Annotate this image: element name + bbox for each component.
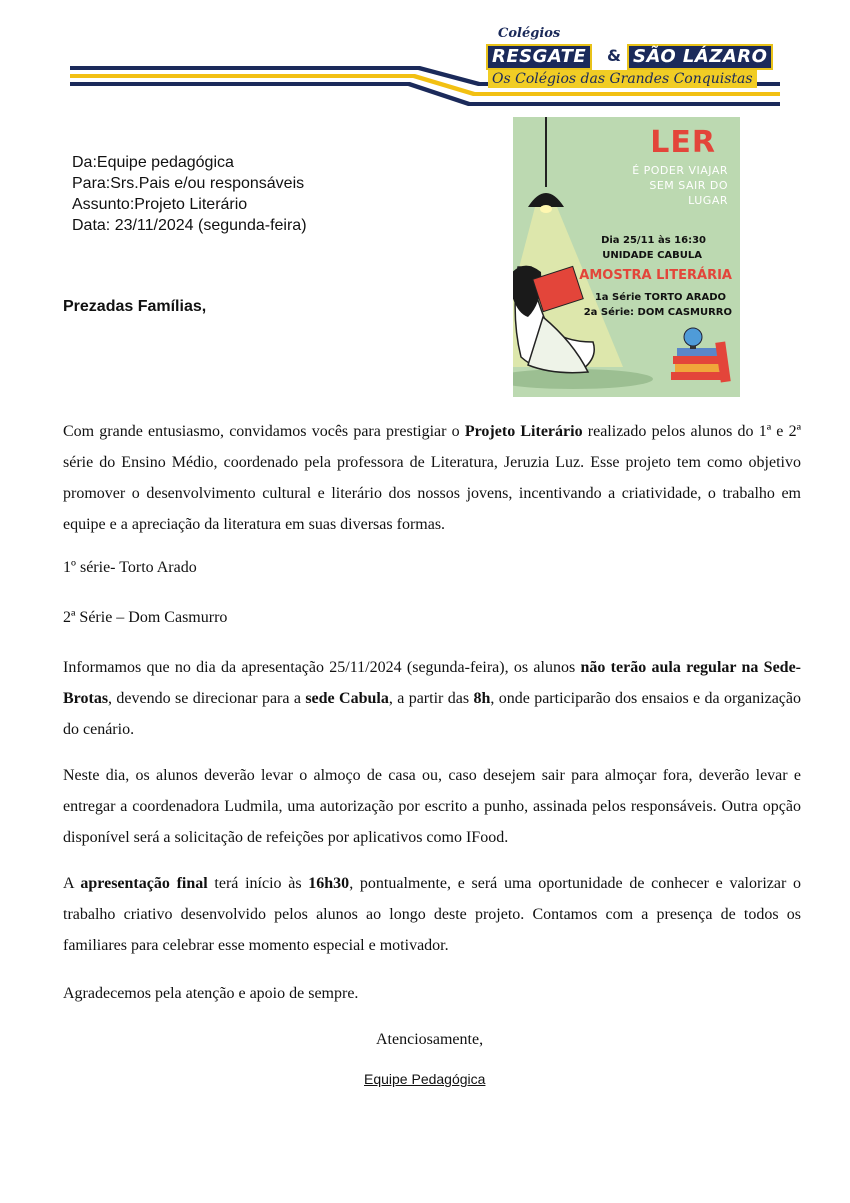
paragraph-schedule — [63, 652, 801, 745]
p2-text-b: , devendo se direcionar para a — [108, 690, 306, 707]
paragraph-lunch: Neste dia, os alunos deverão levar o almoço de casa ou, caso desejem sair para almoçar fora, deverão levar e entregar a coordenadora Ludmila, uma autorização por escrito a punho, assinada pelos responsáveis. Outra opção disponível será a solicitação de refeições por aplicativos como IFood. — [63, 767, 801, 846]
poster-subtitle: É PODER VIAJAR SEM SAIR DO LUGAR — [632, 164, 728, 207]
subject-line: Assunto:Projeto Literário — [72, 196, 248, 213]
paragraph-presentation — [63, 868, 801, 961]
p4-time: 16h30 — [308, 875, 350, 892]
logo-tagline: Os Colégios das Grandes Conquistas — [488, 70, 757, 88]
logo-ampersand: & — [607, 46, 621, 65]
poster-title: LER — [650, 125, 716, 160]
p1-text-a: Com grande entusiasmo, convidamos vocês para prestigiar o — [63, 423, 465, 440]
p2-text-a: Informamos que no dia da apresentação 25/11/2024 (segunda-feira), os alunos — [63, 659, 581, 676]
logo-resgate: RESGATE — [486, 44, 592, 70]
p4-text-c: , pontualmente, e será uma oportunidade de conhecer e valorizar o trabalho criativo desenvolvido pelos alunos ao longo deste projeto. Contamos com a presença de todos os familiares para celebrar esse momento especial e motivador. — [63, 875, 801, 954]
event-poster — [513, 117, 740, 397]
p2-text-c: , a partir das — [388, 690, 474, 707]
date-line: Data: 23/11/2024 (segunda-feira) — [72, 217, 307, 234]
series-1-line: 1º série- Torto Arado — [63, 559, 197, 576]
poster-series-1: 1a Série TORTO ARADO — [594, 292, 726, 303]
paragraph-thanks: Agradecemos pela atenção e apoio de sempre. — [63, 985, 359, 1002]
closing: Atenciosamente, — [376, 1031, 484, 1048]
p2-text-d: , onde participarão dos ensaios e da organização do cenário. — [63, 690, 802, 738]
p4-final-presentation: apresentação final — [80, 875, 208, 892]
poster-event-name: AMOSTRA LITERÁRIA — [579, 268, 732, 283]
poster-series-2: 2a Série: DOM CASMURRO — [583, 307, 732, 318]
letter-header-info — [72, 152, 307, 236]
p2-sede: sede Cabula — [305, 690, 389, 707]
to-line: Para:Srs.Pais e/ou responsáveis — [72, 175, 305, 192]
p1-project-name: Projeto Literário — [464, 423, 583, 440]
greeting: Prezadas Famílias, — [63, 298, 207, 315]
logo-sao-lazaro: SÃO LÁZARO — [627, 44, 773, 70]
p2-no-class: não terão aula regular na Sede-Brotas — [63, 659, 802, 707]
poster-unit: UNIDADE CABULA — [602, 250, 702, 261]
logo-colegios: Colégios — [498, 26, 561, 41]
p2-time: 8h — [473, 690, 491, 707]
paragraph-intro — [63, 416, 801, 540]
series-2-line: 2ª Série – Dom Casmurro — [63, 609, 228, 626]
from-line: Da:Equipe pedagógica — [72, 154, 234, 171]
signature: Equipe Pedagógica — [364, 1071, 486, 1087]
p4-text-b: terá início às — [207, 875, 309, 892]
poster-date: Dia 25/11 às 16:30 — [601, 235, 706, 246]
p4-text-a: A — [63, 875, 81, 892]
p1-text-b: realizado pelos alunos do 1ª e 2ª série do Ensino Médio, coordenado pela professora de Literatura, Jeruzia Luz. Esse projeto tem como objetivo promover o desenvolvimento cultural e literário dos nossos jovens, incentivando a criatividade, o trabalho em equipe e a apreciação da literatura em suas diversas formas. — [63, 423, 801, 533]
school-logo — [486, 26, 786, 96]
